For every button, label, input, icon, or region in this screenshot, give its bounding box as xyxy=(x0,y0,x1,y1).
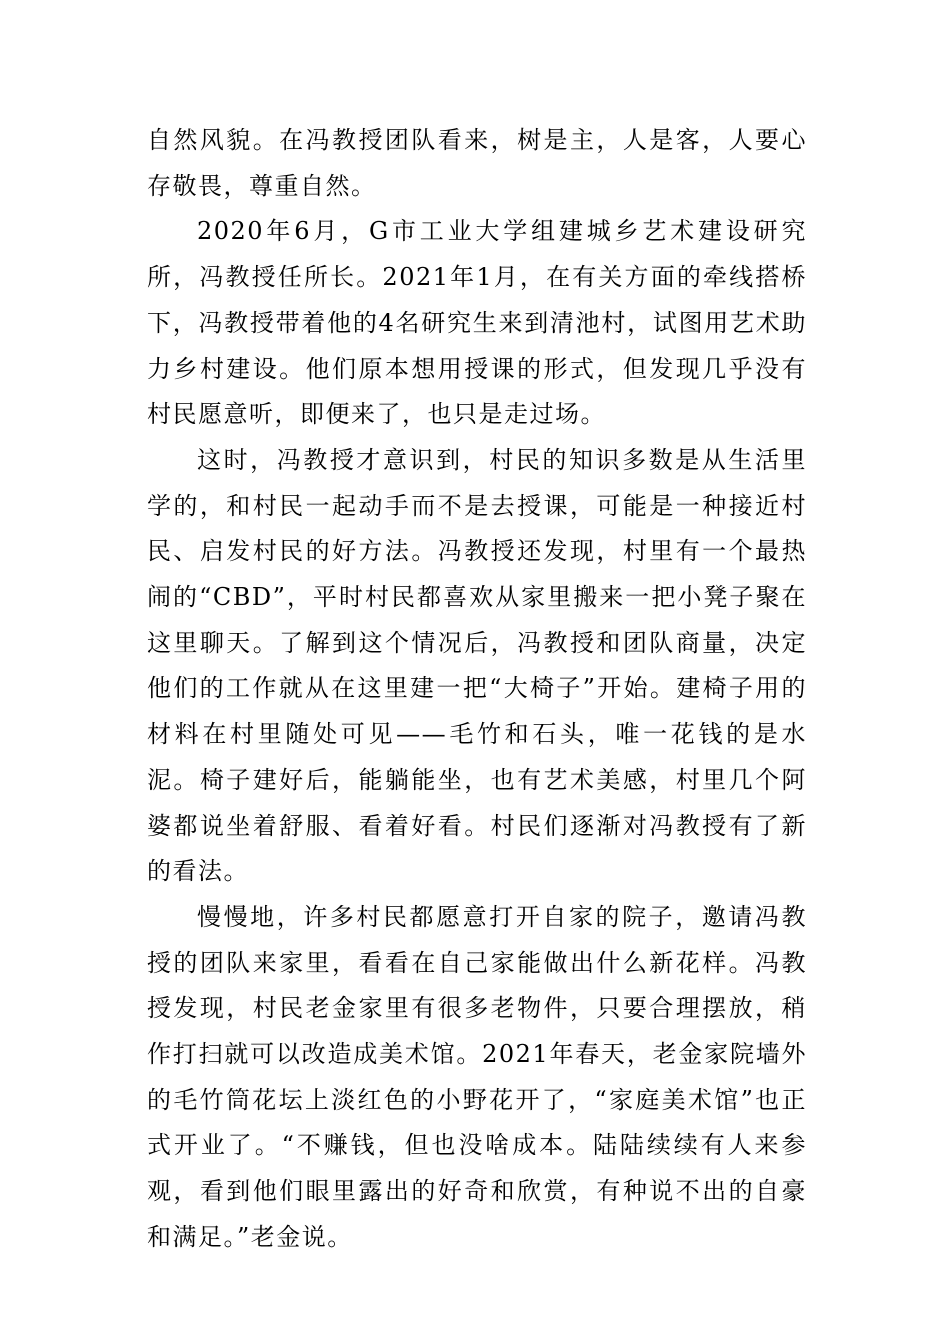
paragraph-1: 自然风貌。在冯教授团队看来，树是主，人是客，人要心存敬畏，尊重自然。 xyxy=(147,126,807,200)
paragraph-2: 2020年6月，G市工业大学组建城乡艺术建设研究所，冯教授任所长。2021年1月，在有关方面的牵线搭桥下，冯教授带着他的4名研究生来到清池村，试图用艺术助力乡村建设。他们原本想用授课的形式，但发现几乎没有村民愿意听，即便来了，也只是走过场。 xyxy=(147,217,807,429)
paragraph-3: 这时，冯教授才意识到，村民的知识多数是从生活里学的，和村民一起动手而不是去授课，可能是一种接近村民、启发村民的好方法。冯教授还发现，村里有一个最热闹的“CBD”，平时村民都喜欢从家里搬来一把小凳子聚在这里聊天。了解到这个情况后，冯教授和团队商量，决定他们的工作就从在这里建一把“大椅子”开始。建椅子用的材料在村里随处可见——毛竹和石头，唯一花钱的是水泥。椅子建好后，能躺能坐，也有艺术美感，村里几个阿婆都说坐着舒服、看着好看。村民们逐渐对冯教授有了新的看法。 xyxy=(147,445,807,886)
article-body xyxy=(147,118,807,1261)
paragraph-4: 慢慢地，许多村民都愿意打开自家的院子，邀请冯教授的团队来家里，看看在自己家能做出什么新花样。冯教授发现，村民老金家里有很多老物件，只要合理摆放，稍作打扫就可以改造成美术馆。2021年春天，老金家院墙外的毛竹筒花坛上淡红色的小野花开了，“家庭美术馆”也正式开业了。“不赚钱，但也没啥成本。陆陆续续有人来参观，看到他们眼里露出的好奇和欣赏，有种说不出的自豪和满足。”老金说。 xyxy=(147,902,807,1251)
